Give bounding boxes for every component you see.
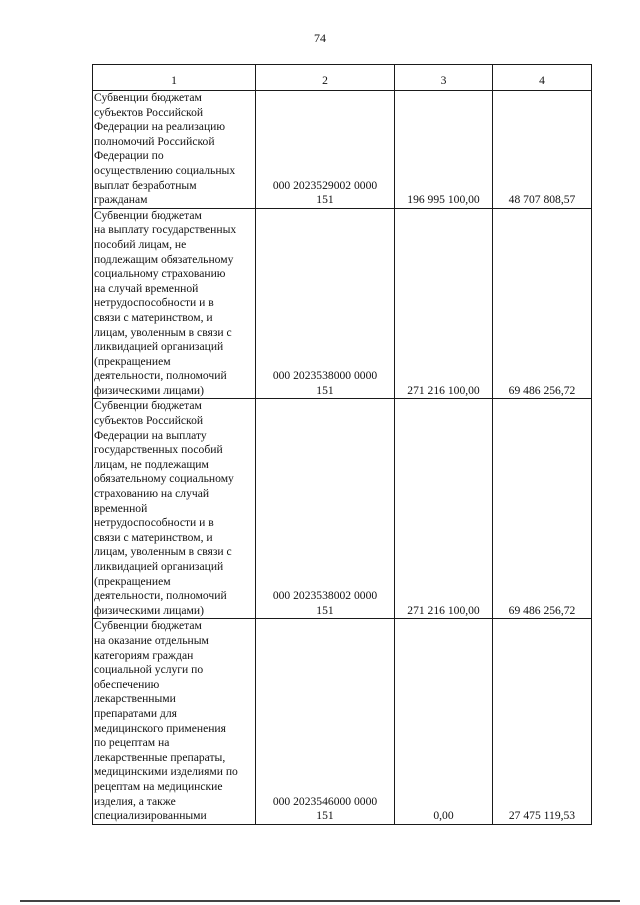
row-name: Субвенции бюджетам на выплату государственных пособий лицам, не подлежащим обязательному социальному страхованию на случай временной нетрудоспособности и в связи с материнством, и лицам, уволенным в связи с ликвидацией организаций (прекращением деятельности, полномочий физическими лицами) xyxy=(93,208,256,399)
row-col3-value: 0,00 xyxy=(395,619,493,824)
row-col4-value: 27 475 119,53 xyxy=(493,619,592,824)
row-col3-value: 271 216 100,00 xyxy=(395,208,493,399)
table-row xyxy=(93,619,592,824)
row-col3-value: 271 216 100,00 xyxy=(395,399,493,619)
row-code: 000 2023546000 0000 151 xyxy=(256,619,395,824)
row-col4-value: 48 707 808,57 xyxy=(493,91,592,209)
header-col-4: 4 xyxy=(493,65,592,91)
row-name: Субвенции бюджетам субъектов Российской Федерации на выплату государственных пособий лицам, не подлежащим обязательному социальному страхованию на случай временной нетрудоспособности и в связи с материнством, и лицам, уволенным в связи с ликвидацией организаций (прекращением деятельности, полномочий физическими лицами) xyxy=(93,399,256,619)
row-col4-value: 69 486 256,72 xyxy=(493,399,592,619)
row-col4-value: 69 486 256,72 xyxy=(493,208,592,399)
table-row xyxy=(93,399,592,619)
budget-table xyxy=(92,64,592,825)
row-name: Субвенции бюджетам на оказание отдельным категориям граждан социальной услуги по обеспечению лекарственными препаратами для медицинского применения по рецептам на лекарственные препараты, медицинскими изделиями по рецептам на медицинские изделия, а также специализированными xyxy=(93,619,256,824)
header-col-1: 1 xyxy=(93,65,256,91)
row-col3-value: 196 995 100,00 xyxy=(395,91,493,209)
row-name: Субвенции бюджетам субъектов Российской Федерации на реализацию полномочий Российской Федерации по осуществлению социальных выплат безработным гражданам xyxy=(93,91,256,209)
row-code: 000 2023538000 0000 151 xyxy=(256,208,395,399)
row-code: 000 2023529002 0000 151 xyxy=(256,91,395,209)
header-col-2: 2 xyxy=(256,65,395,91)
row-code: 000 2023538002 0000 151 xyxy=(256,399,395,619)
page-number: 74 xyxy=(314,31,326,45)
table-row xyxy=(93,91,592,209)
header-col-3: 3 xyxy=(395,65,493,91)
table-header-row xyxy=(93,65,592,91)
table-row xyxy=(93,208,592,399)
page-bottom-edge xyxy=(20,900,620,902)
